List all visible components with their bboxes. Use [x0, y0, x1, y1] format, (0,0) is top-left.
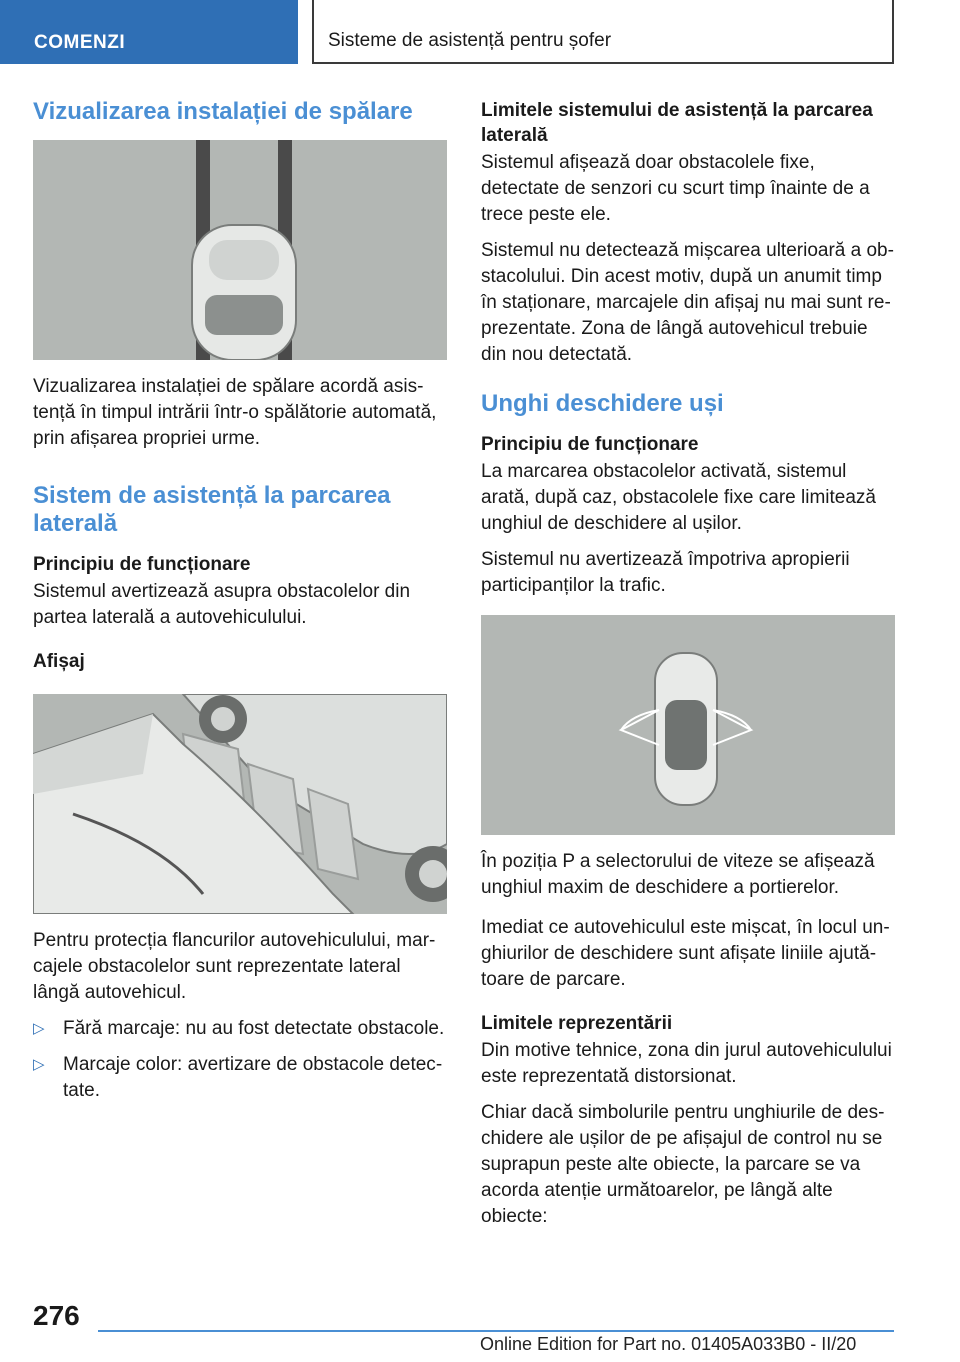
page-number: 276 [33, 1300, 80, 1331]
door-paragraph-1: La marcarea obstacolelor activată, sistemul arată, după caz, obstacolele fixe care limitează unghiul de deschidere al ușilor. [481, 461, 876, 534]
right-column [481, 98, 895, 1240]
section-tab: COMENZI [0, 0, 298, 64]
principle-text: Sistemul avertizează asupra obstacolelor din partea laterală a autovehiculului. [33, 581, 411, 628]
edition-note: Online Edition for Part no. 01405A033B0 - II/20 [480, 1334, 857, 1354]
principle-heading: Principiu de funcționare [33, 554, 251, 575]
limits-heading: Limitele sistemului de asistență la parcarea laterală [481, 100, 873, 146]
wash-figure [33, 140, 447, 360]
marking-list [33, 1016, 447, 1104]
left-column [33, 98, 447, 1114]
chapter-title: Sisteme de asistență pentru șofer [312, 0, 894, 64]
wash-heading: Vizualizarea instalației de spălare [33, 98, 413, 125]
limits-paragraph-1: Sistemul afișează doar obstacolele fixe, detectate de senzori cu scurt timp înainte de a trece peste ele. [481, 152, 870, 225]
footer-divider [98, 1330, 894, 1332]
door-angle-heading: Unghi deschidere uși [481, 390, 724, 417]
side-parking-figure [33, 694, 447, 914]
limits-paragraph-2: Sistemul nu detectează mișcarea ulterioară a obstacolului. Din acest motiv, după un anumit timp în staționare, marcajele din afișaj nu mai sunt reprezentate. Zona de lângă autovehicul trebuie din nou detectată. [481, 240, 894, 365]
door-angle-figure [481, 615, 895, 835]
triangle-bullet-icon: ▷ [33, 1056, 45, 1073]
display-heading: Afișaj [33, 651, 85, 672]
door-caption-2: Imediat ce autovehiculul este mișcat, în locul unghiurilor de deschidere sunt afișate liniile ajutătoare de parcare. [481, 917, 890, 990]
display-text: Pentru protecția flancurilor autovehiculului, marcajele obstacolelor sunt reprezentate lateral lângă autovehicul. [33, 930, 436, 1003]
triangle-bullet-icon: ▷ [33, 1020, 45, 1037]
list-item: ▷ Fără marcaje: nu au fost detectate obstacole. [33, 1016, 447, 1042]
door-paragraph-2: Sistemul nu avertizează împotriva apropierii participanților la trafic. [481, 549, 850, 596]
representation-heading: Limitele reprezentării [481, 1013, 673, 1034]
representation-paragraph-2: Chiar dacă simbolurile pentru unghiurile de deschidere ale ușilor de pe afișajul de control nu se suprapun peste alte obiecte, la parcare se va acorda atenție următoarelor, pe lângă alte obiecte: [481, 1102, 885, 1227]
door-principle-heading: Principiu de funcționare [481, 434, 699, 455]
door-caption-1: În poziția P a selectorului de viteze se afișează unghiul maxim de deschidere a portierelor. [481, 851, 875, 898]
list-item: ▷ Marcaje color: avertizare de obstacole detectate. [33, 1054, 443, 1101]
side-parking-heading: Sistem de asistență la parcarea laterală [33, 482, 391, 537]
representation-paragraph-1: Din motive tehnice, zona din jurul autovehiculului este reprezentată distorsionat. [481, 1040, 892, 1087]
wash-text: Vizualizarea instalației de spălare acordă asistență în timpul intrării într-o spălătorie automată, prin afișarea propriei urme. [33, 376, 437, 449]
